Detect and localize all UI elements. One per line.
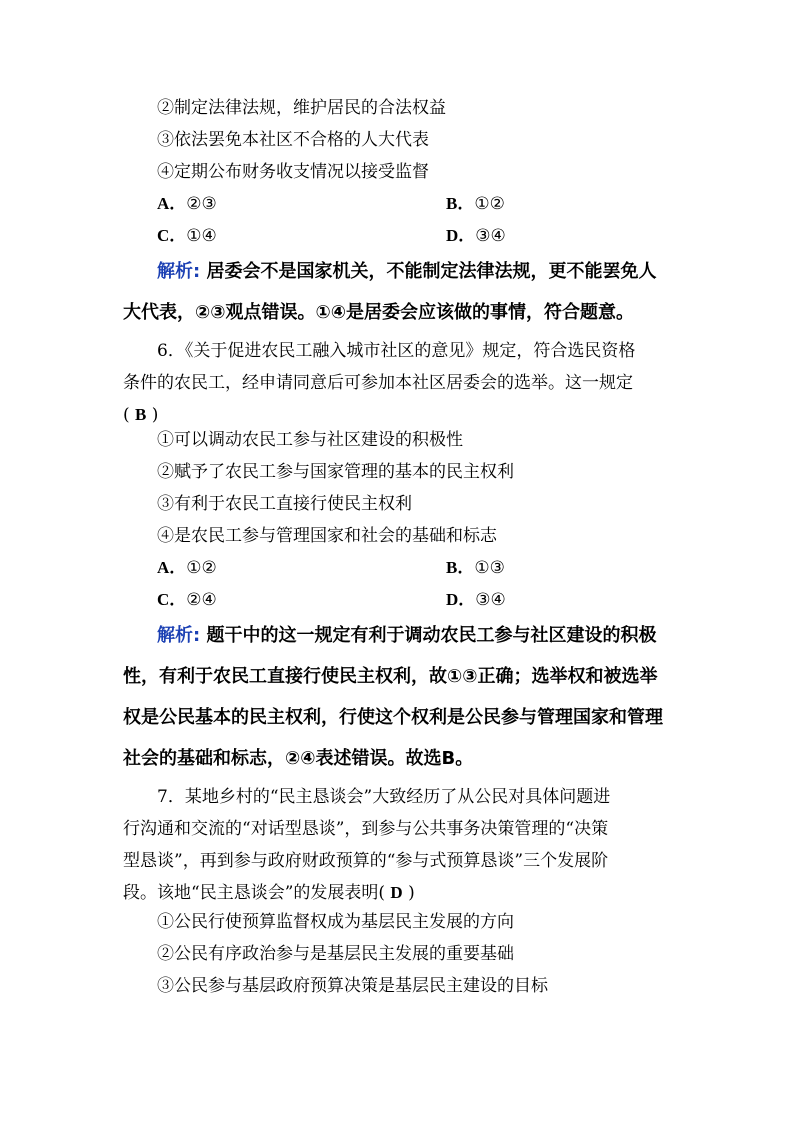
q7-item-3: ③公民参与基层政府预算决策是基层民主建设的目标 xyxy=(157,976,548,996)
q7-answer-close: ) xyxy=(402,883,415,903)
q6-option-c-letter: C． xyxy=(157,590,187,609)
q5-analysis-text-1: 居委会不是国家机关，不能制定法律法规，更不能罢免人 xyxy=(200,261,657,282)
q6-analysis-label: 解析: xyxy=(157,625,201,646)
q6-option-b-letter: B． xyxy=(446,558,475,577)
q5-analysis-line-1 xyxy=(157,261,656,283)
q5-option-d-letter: D． xyxy=(446,226,476,245)
q5-option-c-value: ①④ xyxy=(186,226,217,246)
q7-stem-prefix: 段。该地“民主恳谈会”的发展表明( xyxy=(123,883,391,903)
q6-answer: B xyxy=(135,405,147,424)
q5-analysis-line-2: 大代表，②③观点错误。①④是居委会应该做的事情，符合题意。 xyxy=(123,302,634,323)
q5-item-4: ④定期公布财务收支情况以接受监督 xyxy=(157,162,429,182)
q7-stem-line-4 xyxy=(123,882,415,904)
q6-analysis-text-1: 题干中的这一规定有利于调动农民工参与社区建设的积极 xyxy=(200,625,657,646)
q6-option-a xyxy=(157,557,217,579)
q6-item-3: ③有利于农民工直接行使民主权利 xyxy=(157,494,412,514)
q7-item-1: ①公民行使预算监督权成为基层民主发展的方向 xyxy=(157,912,514,932)
q6-analysis-line-4: 社会的基础和标志，②④表述错误。故选B。 xyxy=(123,748,474,769)
q6-item-1: ①可以调动农民工参与社区建设的积极性 xyxy=(157,430,463,450)
q6-item-2: ②赋予了农民工参与国家管理的基本的民主权利 xyxy=(157,462,514,482)
q5-option-c-letter: C． xyxy=(157,226,187,245)
q6-option-a-letter: A． xyxy=(157,558,187,577)
q5-option-a xyxy=(157,193,217,215)
q5-analysis-label: 解析: xyxy=(157,261,201,282)
q6-answer-close: ) xyxy=(146,405,159,425)
q6-stem-line-2: 条件的农民工，经申请同意后可参加本社区居委会的选举。这一规定 xyxy=(123,373,633,393)
q5-option-a-letter: A． xyxy=(157,194,187,213)
q5-option-b-letter: B． xyxy=(446,194,475,213)
q6-analysis-line-1 xyxy=(157,625,656,647)
q6-answer-bracket xyxy=(123,404,158,426)
q6-option-d-letter: D． xyxy=(446,590,476,609)
q5-option-a-value: ②③ xyxy=(186,194,217,214)
q6-answer-open: ( xyxy=(123,405,136,425)
q6-analysis-line-2: 性，有利于农民工直接行使民主权利，故①③正确；选举权和被选举 xyxy=(123,666,658,687)
q6-option-b xyxy=(446,557,505,579)
q5-option-c xyxy=(157,225,217,247)
q5-option-d-value: ③④ xyxy=(475,226,506,246)
q6-item-4: ④是农民工参与管理国家和社会的基础和标志 xyxy=(157,526,497,546)
q6-option-c xyxy=(157,589,217,611)
q6-option-d xyxy=(446,589,506,611)
q6-option-c-value: ②④ xyxy=(186,590,217,610)
q6-option-d-value: ③④ xyxy=(475,590,506,610)
q7-stem-line-1: 7．某地乡村的“民主恳谈会”大致经历了从公民对具体问题进 xyxy=(157,787,611,807)
q5-option-d xyxy=(446,225,506,247)
q7-item-2: ②公民有序政治参与是基层民主发展的重要基础 xyxy=(157,944,514,964)
q5-option-b xyxy=(446,193,505,215)
q5-option-b-value: ①② xyxy=(474,194,505,214)
q5-item-2: ②制定法律法规，维护居民的合法权益 xyxy=(157,98,446,118)
q6-analysis-line-3: 权是公民基本的民主权利，行使这个权利是公民参与管理国家和管理 xyxy=(123,707,663,728)
q7-stem-line-2: 行沟通和交流的“对话型恳谈”，到参与公共事务决策管理的“决策 xyxy=(123,819,609,839)
q6-option-a-value: ①② xyxy=(186,558,217,578)
q6-option-b-value: ①③ xyxy=(474,558,505,578)
q6-stem-line-1: 6．《关于促进农民工融入城市社区的意见》规定，符合选民资格 xyxy=(157,341,636,361)
q7-answer: D xyxy=(390,883,403,902)
q7-stem-line-3: 型恳谈”，再到参与政府财政预算的“参与式预算恳谈”三个发展阶 xyxy=(123,851,609,871)
q5-item-3: ③依法罢免本社区不合格的人大代表 xyxy=(157,130,429,150)
